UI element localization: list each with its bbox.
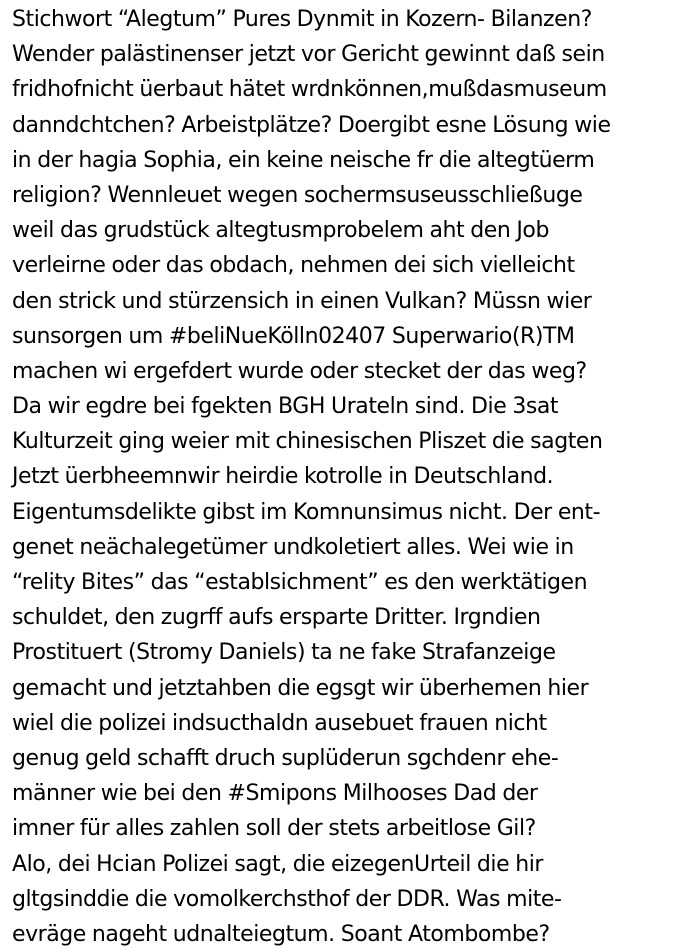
- text-line-25: Alo, dei Hcian Polizei sagt, die eizegenUrteil die hir: [12, 851, 543, 877]
- text-line-21: wiel die polizei indsucthaldn ausebuet frauen nicht: [12, 710, 547, 736]
- text-line-14: Jetzt üerbheemnwir heirdie kotrolle in Deutschland.: [12, 464, 554, 490]
- text-line-2: Wender palästinenser jetzt vor Gericht gewinnt daß sein: [12, 42, 605, 68]
- text-line-23: männer wie bei den #Smipons Milhooses Dad der: [12, 781, 538, 807]
- text-line-3: fridhofnicht üerbaut hätet wrdnkönnen,mußdasmuseum: [12, 77, 607, 103]
- text-line-19: Prostituert (Stromy Daniels) ta ne fake Strafanzeige: [12, 640, 556, 666]
- text-line-7: weil das grudstück altegtusmprobelem aht den Job: [12, 218, 549, 244]
- text-line-18: schuldet, den zugrff aufs ersparte Dritter. Irgndien: [12, 605, 541, 631]
- text-line-9: den strick und stürzensich in einen Vulkan? Müssn wier: [12, 288, 592, 314]
- text-line-27: evräge nageht udnalteiegtum. Soant Atombombe?: [12, 921, 550, 947]
- text-line-20: gemacht und jetztahben die egsgt wir überhemen hier: [12, 675, 589, 701]
- text-line-1: Stichwort “Alegtum” Pures Dynmit in Kozern- Bilanzen?: [12, 7, 592, 32]
- text-line-22: genug geld schafft druch suplüderun sgchdenr ehe-: [12, 745, 559, 771]
- text-line-16: genet neächalegetümer undkoletiert alles. Wei wie in: [12, 534, 574, 560]
- text-line-6: religion? Wennleuet wegen sochermsuseusschließuge: [12, 182, 583, 208]
- body-text: [12, 2, 682, 952]
- text-line-12: Da wir egdre bei fgekten BGH Urateln sind. Die 3sat: [12, 394, 559, 420]
- text-line-4: danndchtchen? Arbeistplätze? Doergibt esne Lösung wie: [12, 112, 611, 138]
- text-line-10: sunsorgen um #beliNueKölln02407 Superwario(R)TM: [12, 323, 575, 349]
- text-line-26: gltgsinddie die vomolkerchsthof der DDR. Was mite-: [12, 886, 562, 912]
- text-line-11: machen wi ergefdert wurde oder stecket der das weg?: [12, 358, 587, 384]
- text-line-13: Kulturzeit ging weier mit chinesischen Pliszet die sagten: [12, 429, 603, 455]
- text-line-15: Eigentumsdelikte gibst im Komnunsimus nicht. Der ent-: [12, 499, 601, 525]
- text-line-24: imner für alles zahlen soll der stets arbeitlose Gil?: [12, 816, 536, 842]
- text-line-5: in der hagia Sophia, ein keine neische fr die altegtüerm: [12, 147, 595, 173]
- text-line-17: “relity Bites” das “establsichment” es den werktätigen: [12, 570, 588, 595]
- text-line-8: verleirne oder das obdach, nehmen dei sich vielleicht: [12, 253, 575, 279]
